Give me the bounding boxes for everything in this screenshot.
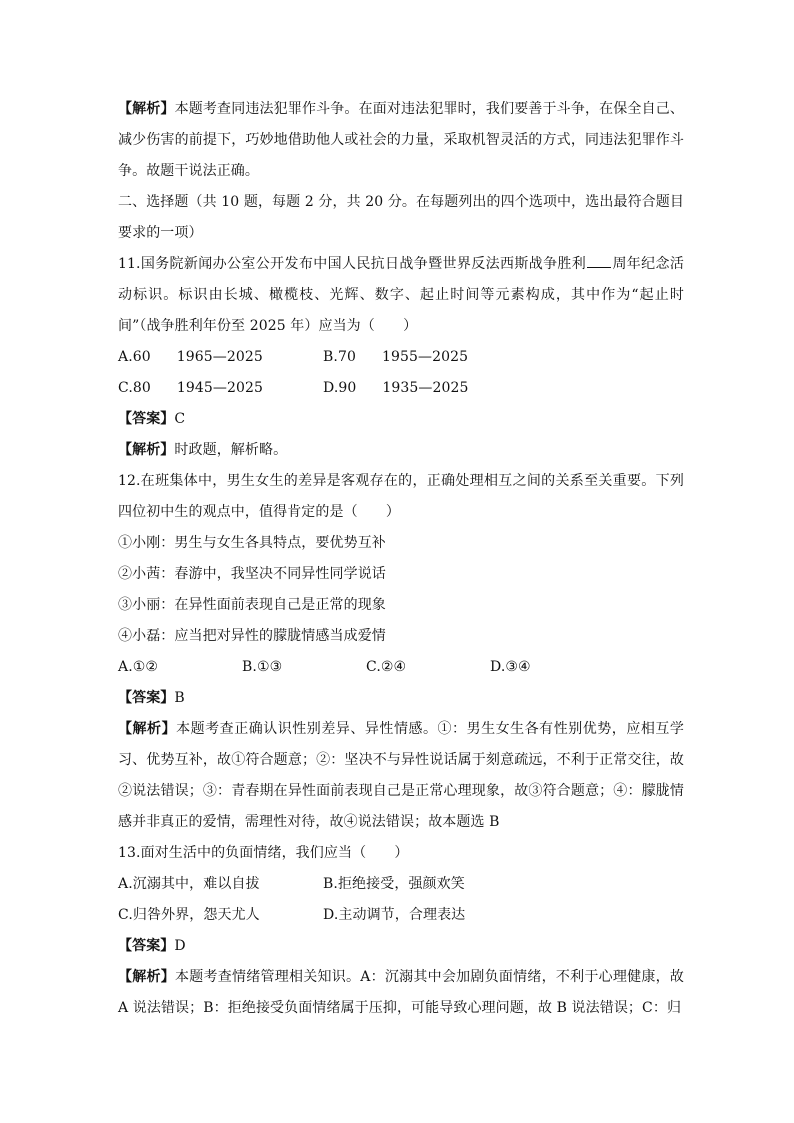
q11-options bbox=[118, 342, 684, 404]
q13-option-c: C.归咎外界，怨天尤人 bbox=[118, 907, 260, 923]
fill-blank bbox=[587, 253, 611, 268]
option-value: 1965—2025 bbox=[176, 349, 263, 365]
q12-stem: 12.在班集体中，男生女生的差异是客观存在的，正确处理相互之间的关系至关重要。下列四位初中生的观点中，值得肯定的是（ ） bbox=[118, 473, 684, 520]
q12-statement-3: ③小丽：在异性面前表现自己是正常的现象 bbox=[118, 597, 386, 613]
analysis-tag: 【解析】 bbox=[118, 721, 177, 737]
option-label: B.70 bbox=[323, 349, 356, 365]
option-value: 1945—2025 bbox=[176, 380, 264, 396]
q13-options bbox=[118, 869, 684, 931]
section-heading: 二、选择题（共 10 题，每题 2 分，共 20 分。在每题列出的四个选项中，选出最符合题目要求的一项） bbox=[118, 194, 684, 241]
analysis-text: 本题考查同违法犯罪作斗争。在面对违法犯罪时，我们要善于斗争，在保全自己、减少伤害的前提下，巧妙地借助他人或社会的力量，采取机智灵活的方式，同违法犯罪作斗争。故题干说法正确。 bbox=[118, 101, 684, 179]
q10-analysis bbox=[118, 94, 684, 187]
q11-stem-part2: 周年纪念活动标识。标识由长城、橄榄枝、光辉、数字、起止时间等元素构成，其中作为“起止时间”（战争胜利年份至 2025 年）应当为（ ） bbox=[118, 256, 684, 334]
option-value: 1935—2025 bbox=[382, 380, 469, 396]
q12-option-a: A.①② bbox=[118, 659, 159, 675]
q11-option-b bbox=[323, 342, 568, 373]
q12-analysis bbox=[118, 714, 684, 838]
q11-option-a bbox=[118, 342, 323, 373]
answer-value: C bbox=[174, 411, 186, 427]
option-label: C.80 bbox=[118, 380, 151, 396]
analysis-text: 本题考查情绪管理相关知识。A：沉溺其中会加剧负面情绪，不利于心理健康，故 A 说法错误；B：拒绝接受负面情绪属于压抑，可能导致心理问题，故 B 说法错误；C：归 bbox=[118, 969, 684, 1016]
q11-analysis bbox=[118, 435, 684, 466]
q12-option-d: D.③④ bbox=[490, 659, 531, 675]
q12-statement-4: ④小磊：应当把对异性的朦胧情感当成爱情 bbox=[118, 628, 386, 644]
page-content bbox=[118, 94, 684, 1024]
option-label: A.60 bbox=[118, 349, 151, 365]
q11-stem-part1: 11.国务院新闻办公室公开发布中国人民抗日战争暨世界反法西斯战争胜利 bbox=[118, 256, 587, 272]
analysis-tag: 【解析】 bbox=[118, 442, 175, 458]
analysis-tag: 【解析】 bbox=[118, 969, 176, 985]
q11-option-d bbox=[323, 373, 568, 404]
q12-statement-2: ②小茜：春游中，我坚决不同异性同学说话 bbox=[118, 566, 386, 582]
q11-answer bbox=[118, 404, 684, 435]
q13-option-b: B.拒绝接受，强颜欢笑 bbox=[323, 876, 465, 892]
analysis-tag: 【解析】 bbox=[118, 101, 175, 117]
option-label: D.90 bbox=[323, 380, 357, 396]
analysis-text: 本题考查正确认识性别差异、异性情感。①：男生女生各有性别优势，应相互学习、优势互补，故①符合题意；②：坚决不与异性说话属于刻意疏远，不利于正常交往，故②说法错误；③：青春期在异性面前表现自己是正常心理现象，故③符合题意；④：朦胧情感并非真正的爱情，需理性对待，故④说法错误；故本题选 B bbox=[118, 721, 684, 830]
q12-options bbox=[118, 652, 684, 683]
q13-analysis bbox=[118, 962, 684, 1024]
analysis-text: 时政题，解析略。 bbox=[174, 442, 288, 458]
q12-statement-1: ①小刚：男生与女生各具特点，要优势互补 bbox=[118, 535, 386, 551]
q12-option-c: C.②④ bbox=[366, 659, 407, 675]
answer-tag: 【答案】 bbox=[118, 690, 175, 706]
q13-stem: 13.面对生活中的负面情绪，我们应当（ ） bbox=[118, 845, 409, 861]
q11-stem bbox=[118, 249, 684, 342]
answer-value: D bbox=[174, 938, 186, 954]
q12-answer bbox=[118, 683, 684, 714]
q13-option-a: A.沉溺其中，难以自拔 bbox=[118, 876, 260, 892]
q12-option-b: B.①③ bbox=[242, 659, 283, 675]
q13-answer bbox=[118, 931, 684, 962]
answer-value: B bbox=[174, 690, 185, 706]
q13-option-d: D.主动调节，合理表达 bbox=[323, 907, 466, 923]
q11-option-c bbox=[118, 373, 323, 404]
answer-tag: 【答案】 bbox=[118, 411, 175, 427]
option-value: 1955—2025 bbox=[381, 349, 469, 365]
answer-tag: 【答案】 bbox=[118, 938, 175, 954]
